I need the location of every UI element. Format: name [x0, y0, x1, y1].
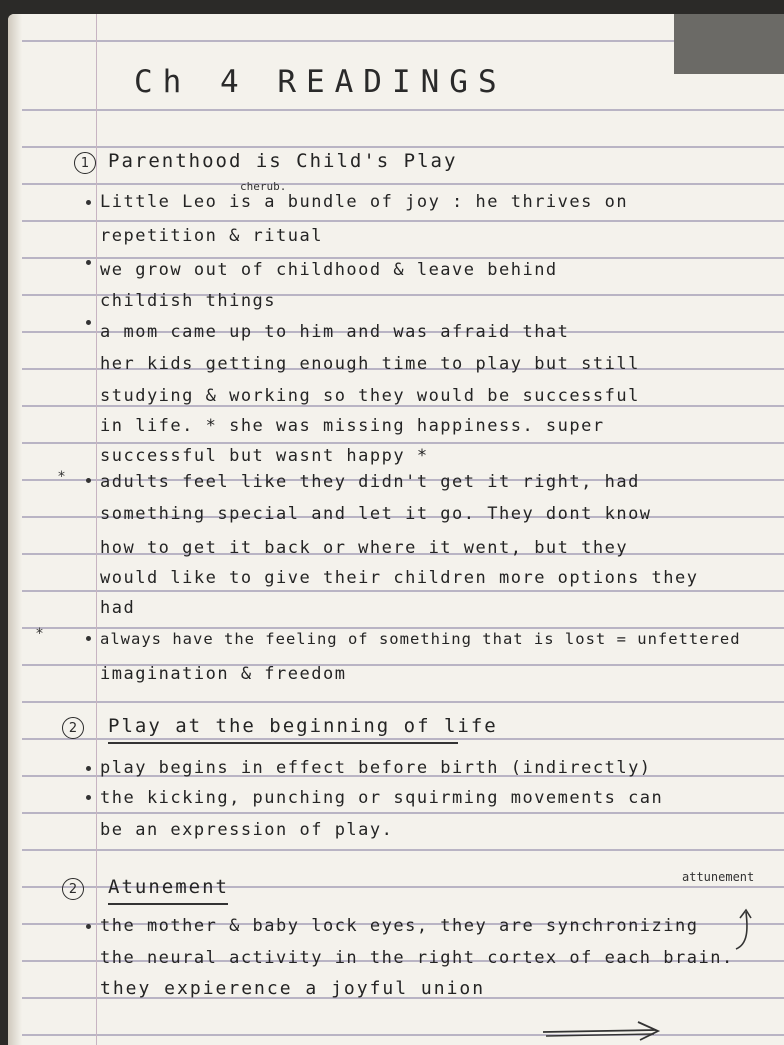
note-line: play begins in effect before birth (indirectly) [100, 758, 652, 778]
note-line: Little Leo is a bundle of joy : he thrives on [100, 192, 629, 212]
section-number-3: 2 [62, 878, 84, 900]
note-line: the mother & baby lock eyes, they are synchronizing [100, 916, 699, 936]
note-line: something special and let it go. They dont know [100, 504, 652, 524]
heading-underline [108, 903, 228, 905]
note-line: imagination & freedom [100, 664, 347, 684]
note-line: in life. * she was missing happiness. super [100, 416, 605, 436]
page-title: Ch 4 READINGS [134, 64, 507, 100]
bullet [86, 636, 91, 641]
note-line: repetition & ritual [100, 226, 323, 246]
section-number-2: 2 [62, 717, 84, 739]
note-line: had [100, 598, 136, 618]
heading-underline [108, 742, 458, 744]
notebook-page [8, 14, 784, 1045]
note-line: we grow out of childhood & leave behind [100, 260, 558, 280]
page-corner-shadow [674, 14, 784, 74]
bullet [86, 200, 91, 205]
star-mark: * [36, 626, 43, 642]
note-line: childish things [100, 291, 277, 311]
note-line: adults feel like they didn't get it right, had [100, 472, 640, 492]
bullet [86, 795, 91, 800]
note-line: always have the feeling of something that is lost = unfettered [100, 630, 741, 648]
margin-line [96, 14, 97, 1045]
section-heading-3: Atunement [108, 876, 229, 898]
bullet [86, 924, 91, 929]
section-heading-1: Parenthood is Child's Play [108, 150, 458, 172]
note-line: the neural activity in the right cortex of each brain. [100, 948, 734, 968]
note-line: studying & working so they would be successful [100, 386, 640, 406]
right-arrow-icon [538, 1016, 668, 1044]
star-mark: * [58, 469, 65, 485]
section-heading-2: Play at the beginning of life [108, 715, 498, 737]
note-line: how to get it back or where it went, but they [100, 538, 629, 558]
note-line: be an expression of play. [100, 820, 394, 840]
bullet [86, 478, 91, 483]
bullet [86, 260, 91, 265]
note-line: would like to give their children more options they [100, 568, 699, 588]
note-line: they expierence a joyful union [100, 978, 486, 999]
side-note: attunement [682, 870, 755, 884]
note-line: her kids getting enough time to play but still [100, 354, 640, 374]
insertion-note: cherub. [240, 180, 287, 193]
note-line: successful but wasnt happy * [100, 446, 429, 466]
note-line: a mom came up to him and was afraid that [100, 322, 570, 342]
bullet [86, 766, 91, 771]
section-number-1: 1 [74, 152, 96, 174]
note-line: the kicking, punching or squirming movements can [100, 788, 664, 808]
curved-arrow-icon [718, 904, 758, 954]
bullet [86, 320, 91, 325]
